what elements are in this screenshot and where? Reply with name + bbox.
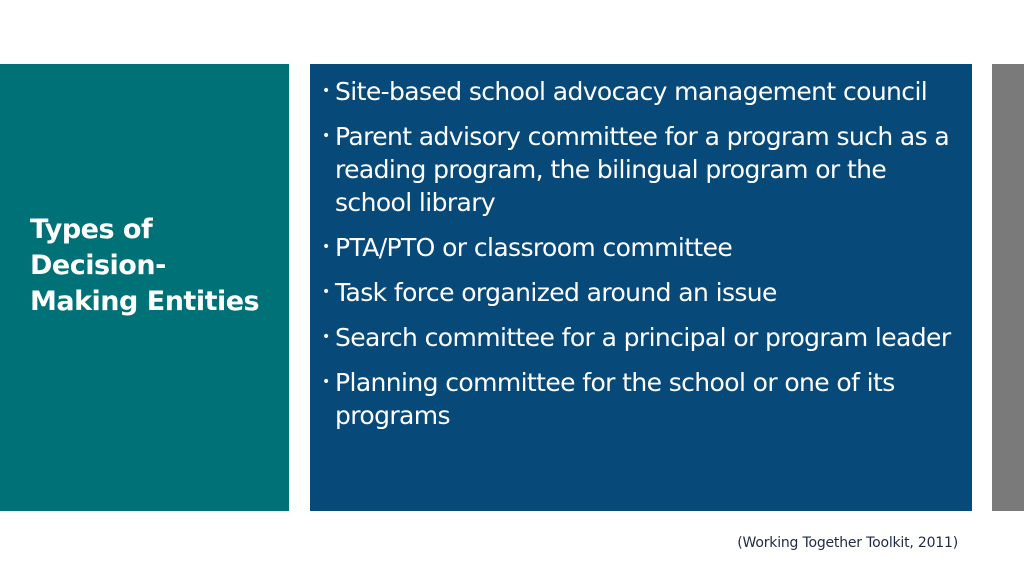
bullet-text: Planning committee for the school or one of its programs <box>335 368 895 430</box>
bullet-item <box>320 231 968 264</box>
slide-title: Types of Decision-Making Entities <box>30 214 260 317</box>
bullet-dot-icon: • <box>322 83 330 99</box>
bullet-text: Site-based school advocacy management council <box>335 77 928 106</box>
bullet-item <box>320 366 968 432</box>
bullet-item <box>320 276 968 309</box>
citation: (Working Together Toolkit, 2011) <box>737 535 958 551</box>
bullet-dot-icon: • <box>322 374 330 390</box>
bullet-item <box>320 120 968 219</box>
bullet-text: Parent advisory committee for a program such as a reading program, the bilingual program or the school library <box>335 122 950 217</box>
bullet-text: Search committee for a principal or program leader <box>335 323 951 352</box>
bullet-text: PTA/PTO or classroom committee <box>335 233 733 262</box>
decorative-side-bar <box>992 64 1024 511</box>
bullet-item <box>320 75 968 108</box>
bullet-dot-icon: • <box>322 284 330 300</box>
bullet-text: Task force organized around an issue <box>335 278 777 307</box>
bullet-item <box>320 321 968 354</box>
bullet-list <box>320 75 968 444</box>
bullet-dot-icon: • <box>322 128 330 144</box>
bullet-dot-icon: • <box>322 329 330 345</box>
bullet-dot-icon: • <box>322 239 330 255</box>
